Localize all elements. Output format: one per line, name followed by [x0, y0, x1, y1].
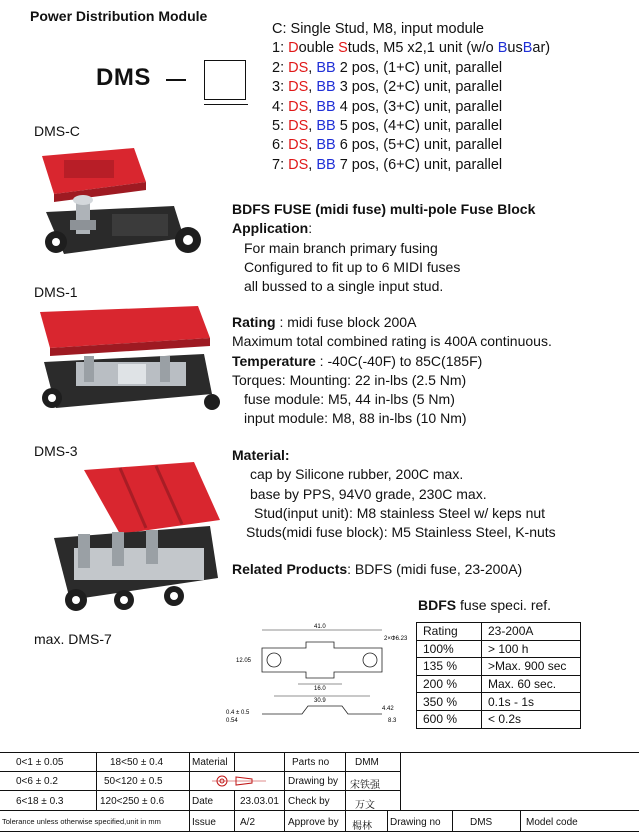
spec-condition: Rating [417, 623, 482, 641]
tolerance-cell: 6<18 ± 0.3 [16, 796, 64, 807]
spec-value: Max. 60 sec. [482, 675, 581, 693]
tolerance-cell: 50<120 ± 0.5 [104, 776, 163, 787]
material-line: Studs(midi fuse block): M5 Stainless Steel, K-nuts [246, 524, 556, 541]
spec-row [417, 623, 581, 641]
date-label: Date [192, 796, 214, 807]
page-title: Power Distribution Module [30, 8, 208, 24]
fuse-technical-drawing [222, 618, 412, 730]
related-label: Related Products [232, 561, 348, 577]
product-photo-dms-1 [34, 302, 220, 428]
product-label-dms-1: DMS-1 [34, 284, 78, 300]
title-block [0, 752, 639, 832]
dim-body: 16.0 [314, 686, 326, 692]
dim-height-a: 4.42 [382, 706, 394, 712]
material-label: Material: [232, 447, 290, 463]
product-photo-dms-c [34, 142, 214, 274]
model-code-prefix: DMS [96, 64, 151, 91]
parts-no-value: DMM [355, 757, 379, 768]
product-label-dms-7: max. DMS-7 [34, 631, 112, 647]
drawing-by-value: 宋铁强 [350, 780, 380, 791]
spec-condition: 350 % [417, 693, 482, 711]
tolerance-cell: 120<250 ± 0.6 [100, 796, 165, 807]
material-line: Stud(input unit): M8 stainless Steel w/ keps nut [254, 504, 546, 521]
date-value: 23.03.01 [240, 796, 279, 807]
drawing-by-label: Drawing by [288, 776, 339, 787]
option-item: 4: DS, BB 4 pos, (3+C) unit, parallel [272, 98, 503, 115]
option-item: 5: DS, BB 5 pos, (4+C) unit, parallel [272, 118, 503, 135]
spec-title: BDFS fuse speci. ref. [418, 597, 552, 613]
spec-value: 23-200A [482, 623, 581, 641]
spec-condition: 600 % [417, 710, 482, 728]
product-label-dms-c: DMS-C [34, 123, 80, 139]
rating-section [232, 313, 552, 429]
tolerance-cell: 0<6 ± 0.2 [16, 776, 58, 787]
spec-condition: 100% [417, 640, 482, 658]
spec-value: < 0.2s [482, 710, 581, 728]
dim-length: 41.0 [314, 624, 326, 630]
check-by-label: Check by [288, 796, 330, 807]
application-label: Application [232, 220, 309, 237]
spec-value: >Max. 900 sec [482, 658, 581, 676]
input-module-torque: input module: M8, 88 in-lbs (10 Nm) [244, 410, 467, 427]
fuse-block-title: BDFS FUSE (midi fuse) multi-pole Fuse Block [232, 201, 536, 217]
material-line: cap by Silicone rubber, 200C max. [250, 466, 464, 483]
approve-by-value: 楊林 [352, 821, 372, 832]
issue-value: A/2 [240, 817, 256, 828]
temperature-value: : -40C(-40F) to 85C(185F) [315, 352, 483, 369]
option-list [272, 20, 550, 175]
material-section [232, 446, 556, 542]
parts-no-label: Parts no [292, 757, 330, 768]
application-line: all bussed to a single input stud. [244, 278, 444, 295]
fuse-block-section [232, 200, 535, 296]
related-value: : BDFS (midi fuse, 23-200A) [347, 561, 523, 577]
tolerance-note: Tolerance unless otherwise specified,unit in mm [2, 817, 161, 826]
fuse-module-torque: fuse module: M5, 44 in-lbs (5 Nm) [244, 391, 455, 408]
option-item: 6: DS, BB 6 pos, (5+C) unit, parallel [272, 137, 503, 154]
fuse-spec-table [416, 622, 581, 729]
tolerance-cell: 0<1 ± 0.05 [16, 757, 64, 768]
dim-width: 12.05 [236, 658, 252, 664]
drawing-no-label: Drawing no [390, 817, 441, 828]
spec-row [417, 640, 581, 658]
check-by-value: 万文 [355, 800, 375, 811]
rating-label: Rating [232, 314, 276, 330]
material-cell-label: Material [192, 757, 228, 768]
spec-value: 0.1s - 1s [482, 693, 581, 711]
product-label-dms-3: DMS-3 [34, 443, 78, 459]
approve-by-label: Approve by [288, 817, 339, 828]
temperature-label: Temperature [232, 352, 316, 369]
tolerance-cell: 18<50 ± 0.4 [110, 757, 164, 768]
option-item: C: Single Stud, M8, input module [272, 21, 484, 37]
dim-height-b: 8.3 [388, 718, 397, 724]
code-underline [204, 104, 248, 105]
model-code-label: Model code [526, 817, 578, 828]
dim-centers: 30.9 [314, 698, 326, 704]
code-dash [166, 79, 186, 81]
torques-line: Torques: Mounting: 22 in-lbs (2.5 Nm) [232, 371, 467, 388]
option-item: 3: DS, BB 3 pos, (2+C) unit, parallel [272, 79, 503, 96]
option-item: 7: DS, BB 7 pos, (6+C) unit, parallel [272, 156, 503, 173]
max-rating-line: Maximum total combined rating is 400A continuous. [232, 333, 552, 350]
dim-hole: 2×Φ6.23 [384, 636, 408, 642]
rating-value: : midi fuse block 200A [275, 314, 417, 330]
material-line: base by PPS, 94V0 grade, 230C max. [250, 485, 487, 502]
product-photo-dms-3 [34, 460, 224, 628]
spec-row [417, 675, 581, 693]
dim-plate: 0.54 [226, 718, 238, 724]
spec-row [417, 658, 581, 676]
option-item: 2: DS, BB 2 pos, (1+C) unit, parallel [272, 59, 503, 76]
code-box [204, 60, 246, 100]
spec-value: > 100 h [482, 640, 581, 658]
dim-thickness: 0.4 ± 0.5 [226, 710, 250, 716]
spec-row [417, 710, 581, 728]
spec-condition: 200 % [417, 675, 482, 693]
application-line: Configured to fit up to 6 MIDI fuses [244, 258, 461, 275]
spec-row [417, 693, 581, 711]
drawing-no-value: DMS [470, 817, 493, 828]
spec-condition: 135 % [417, 658, 482, 676]
projection-symbol-icon [210, 774, 270, 788]
application-line: For main branch primary fusing [244, 239, 438, 256]
option-item: 1: Double Studs, M5 x2,1 unit (w/o BusBar) [272, 40, 551, 57]
related-products [232, 560, 522, 579]
issue-label: Issue [192, 817, 216, 828]
application-colon: : [308, 220, 313, 237]
